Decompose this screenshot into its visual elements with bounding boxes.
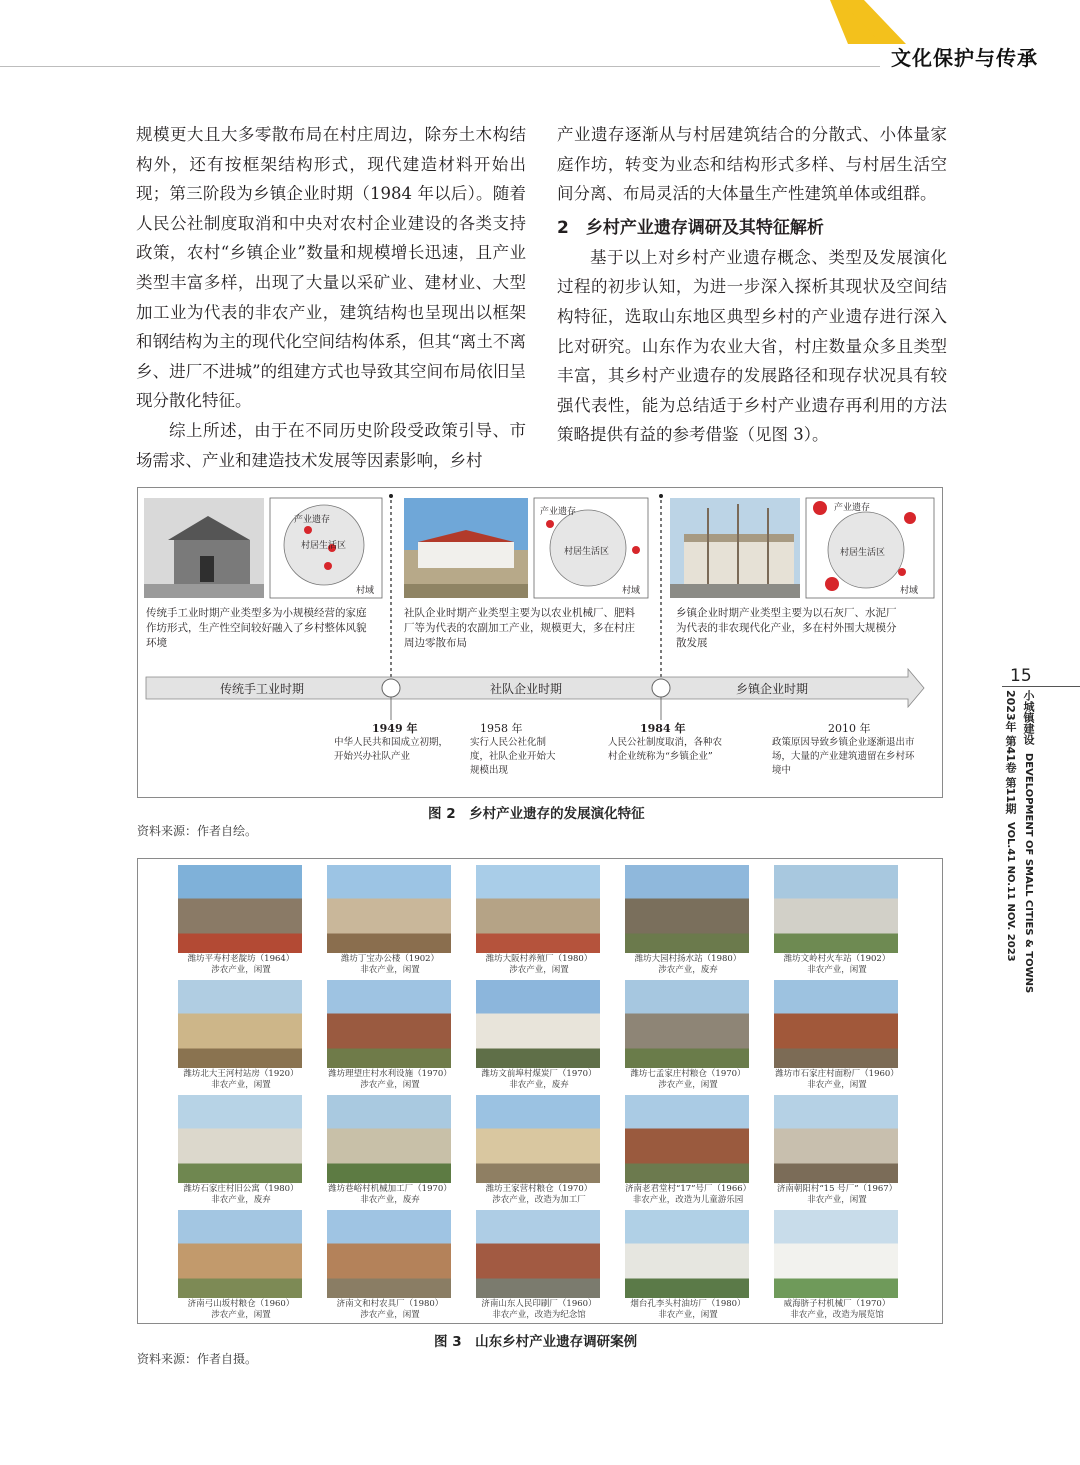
- period-label: 传统手工业时期: [220, 682, 305, 696]
- case-name: 潍坊大阪村养殖厂（1980）: [485, 954, 593, 964]
- case-photo: [774, 865, 898, 953]
- issue-info: [1004, 690, 1018, 961]
- case-status: 非农产业，改造为展览馆: [790, 1310, 884, 1320]
- figure-3-cases: [137, 858, 943, 1324]
- diagram-zone-label: 村居生活区: [564, 547, 610, 557]
- header-accent-shape: [840, 0, 1080, 44]
- case-item: [625, 980, 751, 1091]
- case-item: [476, 1095, 602, 1206]
- page-number: 15: [1010, 666, 1032, 686]
- case-item: [774, 1210, 900, 1321]
- case-status: 涉农产业，闲置: [658, 1080, 718, 1090]
- case-name: 潍坊巷峪村机械加工厂（1970）: [328, 1184, 452, 1194]
- case-name: 济南老君堂村“17”号厂（1966）: [625, 1184, 752, 1194]
- journal-name: [1022, 690, 1036, 993]
- case-name: 烟台孔李头村油坊厂（1980）: [630, 1299, 746, 1309]
- diagram-boundary-label: 村域: [622, 586, 641, 596]
- case-status: 非农产业，闲置: [807, 1195, 867, 1205]
- paragraph: 规模更大且大多零散布局在村庄周边，除夯土木构结构外，还有按框架结构形式，现代建造材料开始出现；第三阶段为乡镇企业时期（1984 年以后）。随着人民公社制度取消和中央对农村企业建设的各类支持政策，农村“乡镇企业”数量和规模增长迅速，且产业类型丰富多样，出现了大量以采矿业、建材业、大型加工业为代表的非农产业，建筑结构也呈现出以框架和钢结构为主的现代化空间结构体系，但其“离土不离乡、进厂不进城”的组建方式也导致其空间布局依旧呈现分散化特征。: [136, 125, 526, 411]
- section-title: 文化保护与传承: [891, 46, 1038, 70]
- case-name: 潍坊七孟家庄村粮仓（1970）: [630, 1069, 746, 1079]
- diagram-heritage-label: 产业遗存: [540, 507, 577, 517]
- period-description: 乡镇企业时期产业类型主要为以石灰厂、水泥厂为代表的非农现代化产业，多在村外围大规模分散发展: [676, 607, 897, 649]
- case-name: 济南文和村农具厂（1980）: [336, 1299, 444, 1309]
- case-item: [178, 865, 304, 976]
- figure-2-caption: 图 2 乡村产业遗存的发展演化特征: [428, 806, 645, 822]
- paragraph: 产业遗存逐渐从与村居建筑结合的分散式、小体量家庭作坊，转变为业态和结构形式多样、与村居生活空间分离、布局灵活的大体量生产性建筑单体或组群。: [557, 125, 947, 204]
- paragraph: 综上所述，由于在不同历史阶段受政策引导、市场需求、产业和建造技术发展等因素影响，乡村: [136, 420, 526, 470]
- case-name: 威海脐子村机械厂（1970）: [783, 1299, 891, 1309]
- case-name: 济南弓山坂村粮仓（1960）: [187, 1299, 295, 1309]
- case-name: 潍坊大园村扬水站（1980）: [634, 954, 742, 964]
- event-text: 人民公社制度取消，各种农村企业统称为“乡镇企业”: [608, 737, 723, 762]
- period-label: 乡镇企业时期: [736, 682, 809, 696]
- case-name: 潍坊北大王河村站房（1920）: [183, 1069, 299, 1079]
- case-photo: [476, 865, 600, 953]
- case-item: [327, 980, 453, 1091]
- case-name: 潍坊石家庄村旧公寓（1980）: [183, 1184, 299, 1194]
- issue-cn: 2023年 第41卷 第11期: [1004, 690, 1017, 814]
- diagram-zone-label: 村居生活区: [301, 541, 347, 551]
- case-photo: [327, 865, 451, 953]
- case-photo: [178, 980, 302, 1068]
- case-photo: [625, 865, 749, 953]
- case-status: 非农产业，闲置: [360, 965, 420, 975]
- case-name: 潍坊文前埠村煤炭厂（1970）: [481, 1069, 597, 1079]
- case-photo: [625, 1210, 749, 1298]
- case-status: 非农产业，废弃: [211, 1195, 271, 1205]
- case-item: [774, 1095, 900, 1206]
- case-photo: [178, 1095, 302, 1183]
- right-column: [557, 120, 947, 450]
- diagram-zone-label: 村居生活区: [840, 548, 886, 558]
- figure-3-caption: 图 3 山东乡村产业遗存调研案例: [434, 1334, 638, 1350]
- case-item: [476, 865, 602, 976]
- journal-cn: 小城镇建设: [1022, 690, 1035, 745]
- case-status: 非农产业，废弃: [509, 1080, 569, 1090]
- case-photo: [178, 1210, 302, 1298]
- case-photo: [476, 980, 600, 1068]
- case-item: [178, 1210, 304, 1321]
- case-photo: [476, 1210, 600, 1298]
- photo-township-period: [670, 498, 800, 598]
- event-year: 1984 年: [640, 722, 686, 735]
- case-photo: [327, 1095, 451, 1183]
- case-item: [625, 1095, 751, 1206]
- event-text: 中华人民共和国成立初期，开始兴办社队产业: [334, 737, 449, 762]
- case-item: [327, 1095, 453, 1206]
- issue-en: VOL.41 NO.11 NOV. 2023: [1005, 821, 1016, 962]
- case-photo: [774, 1210, 898, 1298]
- period-description: 社队企业时期产业类型主要为以农业机械厂、肥料厂等为代表的农副加工产业，规模更大，多在村庄周边零散布局: [404, 607, 635, 649]
- case-name: 潍坊理望庄村水利设施（1970）: [328, 1069, 452, 1079]
- case-item: [625, 865, 751, 976]
- paragraph: 基于以上对乡村产业遗存概念、类型及发展演化过程的初步认知，为进一步深入探析其现状及空间结构特征，选取山东地区典型乡村的产业遗存进行深入比对研究。山东作为农业大省，村庄数量众多且类型丰富，其乡村产业遗存的发展路径和现存状况具有较强代表性，能为总结适于乡村产业遗存再利用的方法策略提供有益的参考借鉴（见图 3）。: [557, 247, 947, 445]
- case-item: [178, 980, 304, 1091]
- sidebar-rule: [1002, 686, 1080, 687]
- case-status: 非农产业，闲置: [658, 1310, 718, 1320]
- case-item: [476, 980, 602, 1091]
- diagram-boundary-label: 村域: [356, 586, 375, 596]
- case-item: [476, 1210, 602, 1321]
- case-item: [327, 865, 453, 976]
- case-photo: [476, 1095, 600, 1183]
- case-photo: [327, 980, 451, 1068]
- section-heading: 2 乡村产业遗存调研及其特征解析: [557, 217, 824, 238]
- photo-handicraft-period: [144, 498, 264, 598]
- case-status: 涉农产业，闲置: [360, 1080, 420, 1090]
- case-photo: [625, 1095, 749, 1183]
- event-text: 实行人民公社化制度，社队企业开始大规模出现: [470, 737, 556, 776]
- case-photo: [327, 1210, 451, 1298]
- figure-3-source: 资料来源：作者自摄。: [137, 1352, 258, 1366]
- figure-2-source: 资料来源：作者自绘。: [137, 824, 258, 838]
- case-photo: [774, 1095, 898, 1183]
- photo-commune-period: [404, 498, 528, 598]
- case-status: 非农产业，闲置: [807, 965, 867, 975]
- diagram-heritage-label: 产业遗存: [294, 515, 331, 525]
- case-status: 非农产业，闲置: [211, 1080, 271, 1090]
- case-status: 涉农产业，闲置: [211, 1310, 271, 1320]
- case-name: 济南朝阳村“15 号厂”（1967）: [776, 1184, 898, 1194]
- period-label: 社队企业时期: [490, 682, 563, 696]
- journal-en: DEVELOPMENT OF SMALL CITIES & TOWNS: [1023, 752, 1034, 994]
- period-description: 传统手工业时期产业类型多为小规模经营的家庭作坊形式，生产性空间较好融入了乡村整体风貌环境: [146, 607, 367, 649]
- case-item: [774, 865, 900, 976]
- case-status: 涉农产业，废弃: [658, 965, 718, 975]
- case-name: 潍坊丁宝办公楼（1902）: [340, 954, 440, 964]
- case-name: 潍坊平寿村老靛坊（1964）: [187, 954, 295, 964]
- case-status: 涉农产业，闲置: [360, 1310, 420, 1320]
- left-column: [136, 120, 526, 475]
- case-item: [774, 980, 900, 1091]
- case-name: 潍坊王家营村粮仓（1970）: [485, 1184, 593, 1194]
- case-status: 涉农产业，闲置: [211, 965, 271, 975]
- diagram-heritage-label: 产业遗存: [834, 503, 871, 513]
- case-item: [625, 1210, 751, 1321]
- header-rule: [0, 66, 880, 67]
- event-year: 1949 年: [372, 722, 418, 735]
- case-photo: [178, 865, 302, 953]
- diagram-boundary-label: 村域: [900, 586, 919, 596]
- case-status: 涉农产业，改造为加工厂: [492, 1195, 586, 1205]
- case-name: 潍坊文岭村火车站（1902）: [783, 954, 891, 964]
- case-name: 济南山东人民印刷厂（1960）: [481, 1299, 597, 1309]
- case-name: 潍坊市石家庄村面粉厂（1960）: [775, 1069, 899, 1079]
- case-status: 非农产业，改造为儿童游乐园: [632, 1195, 744, 1205]
- case-item: [178, 1095, 304, 1206]
- case-status: 非农产业，废弃: [360, 1195, 420, 1205]
- event-year: 2010 年: [828, 722, 871, 735]
- case-status: 非农产业，改造为纪念馆: [492, 1310, 586, 1320]
- figure-2-evolution: [137, 487, 943, 798]
- case-item: [327, 1210, 453, 1321]
- case-status: 非农产业，闲置: [807, 1080, 867, 1090]
- event-text: 政策原因导致乡镇企业逐渐退出市场，大量的产业建筑遗留在乡村环境中: [772, 737, 915, 776]
- case-status: 涉农产业，闲置: [509, 965, 569, 975]
- event-year: 1958 年: [480, 722, 523, 735]
- case-photo: [774, 980, 898, 1068]
- case-photo: [625, 980, 749, 1068]
